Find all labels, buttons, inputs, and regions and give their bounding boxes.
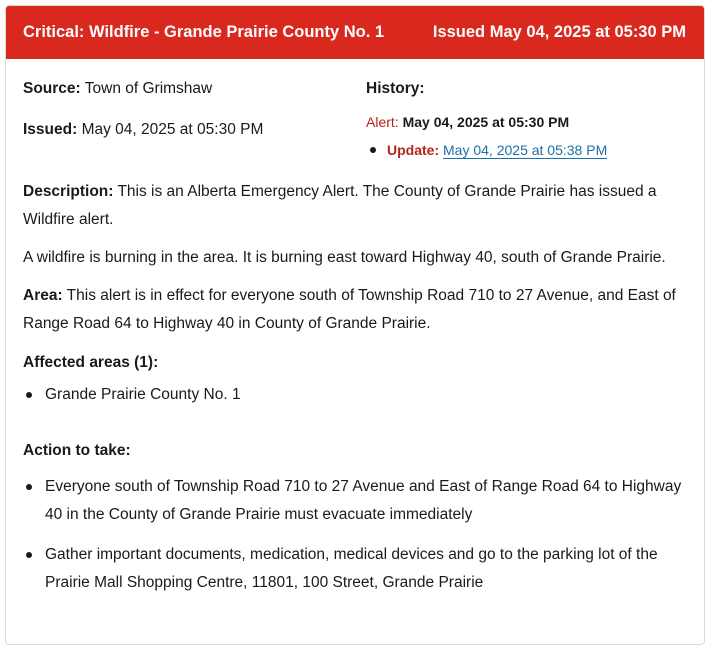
action-list [23, 473, 688, 597]
alert-title: Critical: Wildfire - Grande Prairie County No. 1 [23, 23, 385, 41]
bullet-icon [26, 552, 32, 558]
area-section [23, 282, 688, 338]
history-update-item [366, 139, 688, 161]
history-alert [366, 111, 688, 133]
source-label: Source: [23, 80, 81, 97]
alert-header [6, 6, 704, 59]
affected-area-item: Grande Prairie County No. 1 [45, 386, 241, 403]
alert-card [5, 5, 705, 645]
list-item [23, 541, 688, 597]
issued-field [23, 116, 366, 144]
history-updates [366, 139, 688, 161]
issued-value: May 04, 2025 at 05:30 PM [81, 121, 264, 138]
issued-label: Issued: [23, 121, 78, 138]
description-paragraph-2: A wildfire is burning in the area. It is burning east toward Highway 40, south of Grande Prairie. [23, 249, 666, 266]
area-text: This alert is in effect for everyone south of Township Road 710 to 27 Avenue, and East of Range Road 64 to Highway 40 in County of Grande Prairie. [23, 287, 676, 332]
alert-content [6, 75, 704, 597]
bullet-icon [26, 392, 32, 398]
description [23, 178, 688, 234]
history-title: History: [366, 80, 425, 97]
history-section [366, 75, 688, 161]
source-field [23, 75, 366, 103]
area-label: Area: [23, 287, 63, 304]
history-update-link[interactable]: May 04, 2025 at 05:38 PM [443, 142, 608, 158]
description-label: Description: [23, 183, 114, 200]
meta-left [23, 75, 366, 161]
action-item: Gather important documents, medication, medical devices and go to the parking lot of the Prairie Mall Shopping Centre, 11801, 100 Street, Grande Prairie [45, 546, 658, 591]
history-alert-value: May 04, 2025 at 05:30 PM [402, 114, 570, 130]
source-value: Town of Grimshaw [84, 80, 213, 97]
affected-areas-title: Affected areas (1): [23, 354, 159, 371]
history-update-label: Update: [387, 142, 440, 158]
bullet-icon [26, 484, 32, 490]
action-item: Everyone south of Township Road 710 to 27 Avenue and East of Range Road 64 to Highway 40 in the County of Grande Prairie must evacuate immediately [45, 478, 682, 523]
affected-areas-list [23, 381, 688, 409]
list-item [23, 381, 688, 409]
meta-row [23, 75, 688, 161]
bullet-icon [370, 147, 376, 153]
list-item [23, 473, 688, 529]
action-title: Action to take: [23, 442, 131, 459]
alert-issued-time: Issued May 04, 2025 at 05:30 PM [432, 23, 686, 41]
description-text: This is an Alberta Emergency Alert. The County of Grande Prairie has issued a Wildfire alert. [23, 183, 657, 228]
history-alert-label: Alert: [366, 114, 399, 130]
